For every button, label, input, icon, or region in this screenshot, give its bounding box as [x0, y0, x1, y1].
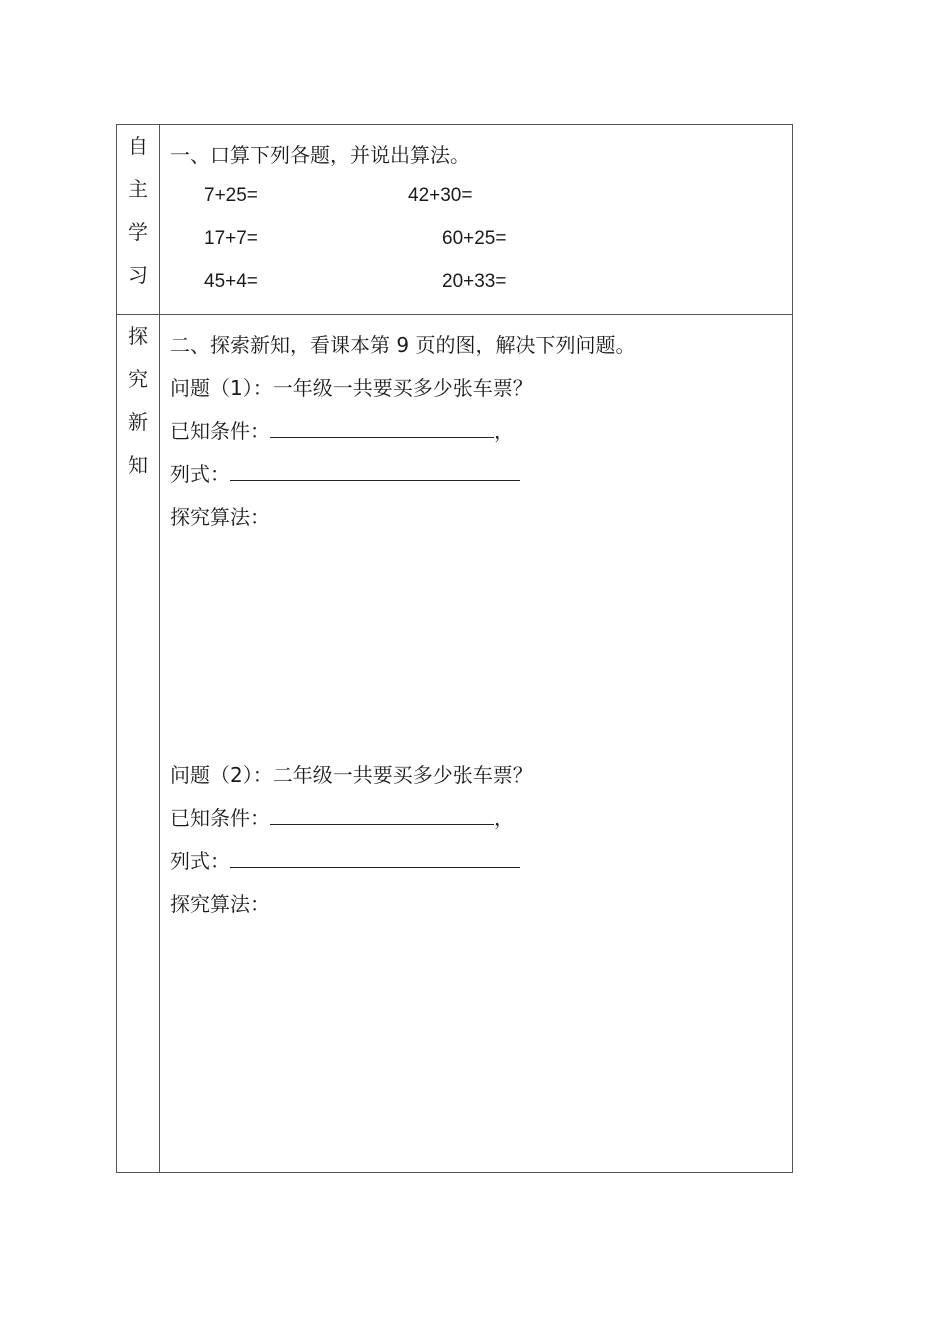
explore-heading: 二、探索新知，看课本第 9 页的图，解决下列问题。: [170, 333, 636, 357]
problem-1a: 7+25=: [204, 185, 258, 206]
label-char: 自: [128, 134, 148, 158]
question-2-title: 问题（2）：二年级一共要买多少张车票？: [170, 763, 533, 787]
explore-label: [117, 315, 159, 487]
comma: ，: [494, 419, 514, 443]
explore-row: [117, 315, 793, 1173]
question-2-formula: [170, 845, 520, 874]
problem-1b: 42+30=: [408, 185, 473, 206]
problem-2a: 17+7=: [204, 228, 258, 249]
label-char: 新: [128, 410, 148, 434]
self-study-label: [117, 125, 159, 297]
worksheet-table: [116, 124, 793, 1173]
label-char: 究: [128, 367, 148, 391]
question-1-formula: [170, 458, 520, 487]
known-label: 已知条件：: [170, 419, 270, 443]
question-1-method: 探究算法：: [170, 505, 270, 529]
known-blank[interactable]: [270, 417, 494, 438]
known-blank[interactable]: [270, 804, 494, 825]
self-study-content: [160, 125, 793, 315]
question-1-known: [170, 415, 514, 444]
problem-3a: 45+4=: [204, 271, 258, 292]
comma: ，: [494, 806, 514, 830]
question-2-known: [170, 802, 514, 831]
formula-label: 列式：: [170, 849, 230, 873]
problem-2b: 60+25=: [442, 228, 507, 249]
explore-label-cell: [117, 315, 160, 1173]
question-2-method: 探究算法：: [170, 892, 270, 916]
question-1-title: 问题（1）：一年级一共要买多少张车票？: [170, 376, 533, 400]
formula-blank[interactable]: [230, 847, 520, 868]
problem-3b: 20+33=: [442, 271, 507, 292]
explore-content: [160, 315, 793, 1173]
formula-label: 列式：: [170, 462, 230, 486]
label-char: 知: [128, 453, 148, 477]
known-label: 已知条件：: [170, 806, 270, 830]
self-study-label-cell: [117, 125, 160, 315]
self-study-heading: 一、口算下列各题，并说出算法。: [170, 143, 470, 167]
label-char: 学: [128, 220, 148, 244]
label-char: 探: [128, 324, 148, 348]
formula-blank[interactable]: [230, 460, 520, 481]
label-char: 主: [128, 177, 148, 201]
self-study-row: [117, 125, 793, 315]
label-char: 习: [128, 263, 148, 287]
